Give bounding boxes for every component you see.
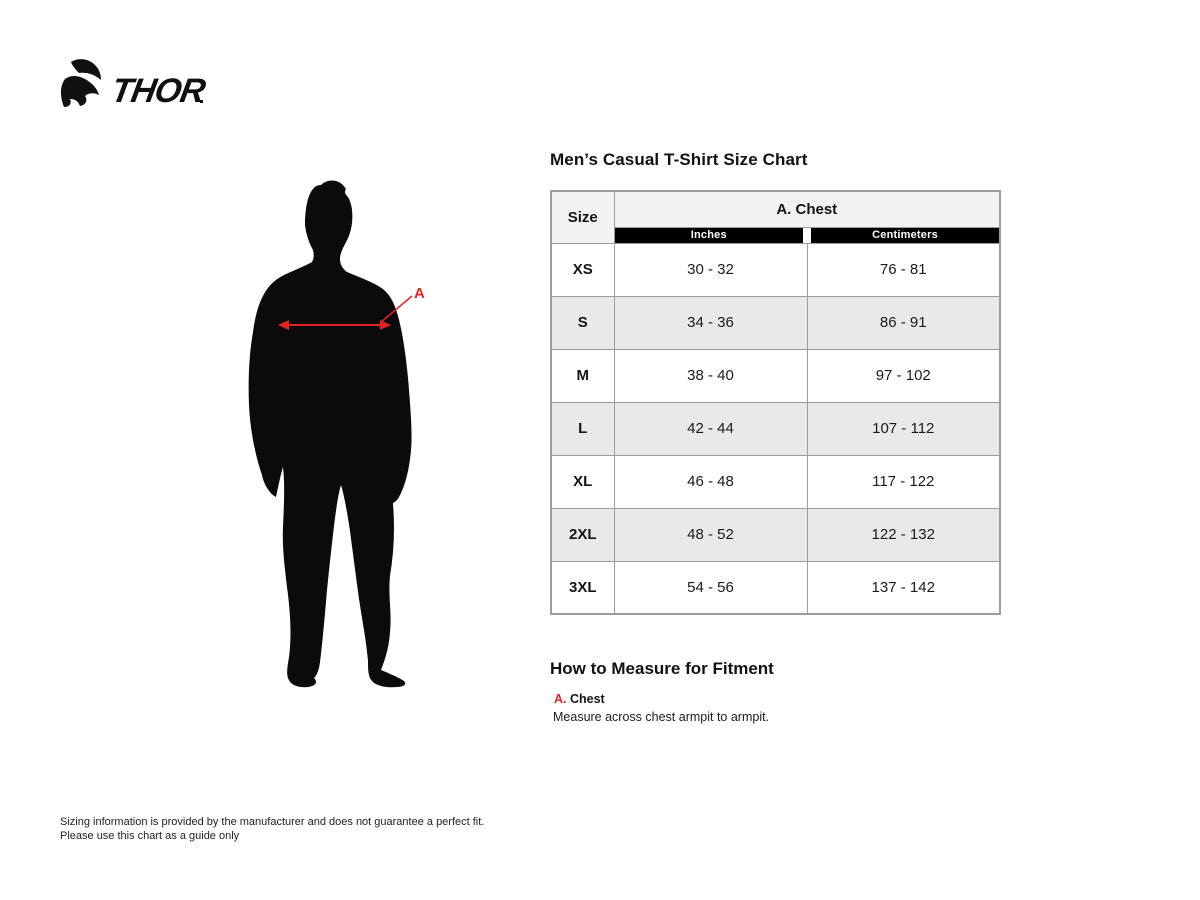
centimeters-cell: 122 - 132 <box>807 508 1000 561</box>
chest-measurement-label: A <box>414 285 425 302</box>
centimeters-cell: 107 - 112 <box>807 402 1000 455</box>
centimeters-cell: 76 - 81 <box>807 243 1000 296</box>
table-row <box>551 561 1000 614</box>
thor-logo-text: THOR <box>108 72 208 110</box>
size-cell: 2XL <box>551 508 614 561</box>
size-cell: XL <box>551 455 614 508</box>
inches-cell: 42 - 44 <box>614 402 807 455</box>
table-row <box>551 243 1000 296</box>
thor-logo <box>58 56 208 110</box>
disclaimer-line-2: Please use this chart as a guide only <box>60 829 240 842</box>
measure-item-title <box>554 692 605 706</box>
size-cell: L <box>551 402 614 455</box>
table-header-row <box>551 191 1000 227</box>
inches-header-cell <box>614 227 807 243</box>
centimeters-cell: 137 - 142 <box>807 561 1000 614</box>
centimeters-cell: 86 - 91 <box>807 296 1000 349</box>
inches-cell: 48 - 52 <box>614 508 807 561</box>
disclaimer-line-1: Sizing information is provided by the manufacturer and does not guarantee a perfect fit. <box>60 816 485 828</box>
unit-header-row <box>551 227 1000 243</box>
male-figure-silhouette <box>240 170 450 710</box>
table-row <box>551 402 1000 455</box>
table-row <box>551 508 1000 561</box>
inches-cell: 46 - 48 <box>614 455 807 508</box>
measure-item-description: Measure across chest armpit to armpit. <box>553 710 770 724</box>
chest-group-header: A. Chest <box>614 191 1000 227</box>
measure-item-key: A. <box>554 692 567 706</box>
centimeters-cell: 97 - 102 <box>807 349 1000 402</box>
how-to-measure-heading: How to Measure for Fitment <box>550 659 774 678</box>
size-cell: M <box>551 349 614 402</box>
thor-logo-icon <box>58 56 208 110</box>
size-cell: XS <box>551 243 614 296</box>
table-row <box>551 349 1000 402</box>
centimeters-header-cell <box>807 227 1000 243</box>
table-row <box>551 296 1000 349</box>
size-column-header: Size <box>551 191 614 243</box>
size-chart-table <box>550 190 1001 615</box>
sizing-disclaimer <box>60 816 484 843</box>
table-row <box>551 455 1000 508</box>
size-cell: 3XL <box>551 561 614 614</box>
size-cell: S <box>551 296 614 349</box>
inches-cell: 38 - 40 <box>614 349 807 402</box>
inches-cell: 34 - 36 <box>614 296 807 349</box>
inches-cell: 54 - 56 <box>614 561 807 614</box>
centimeters-header: Centimeters <box>811 228 999 243</box>
measure-item-name: Chest <box>569 692 605 706</box>
inches-cell: 30 - 32 <box>614 243 807 296</box>
centimeters-cell: 117 - 122 <box>807 455 1000 508</box>
inches-header: Inches <box>615 228 804 243</box>
size-chart-title: Men’s Casual T-Shirt Size Chart <box>550 150 808 169</box>
